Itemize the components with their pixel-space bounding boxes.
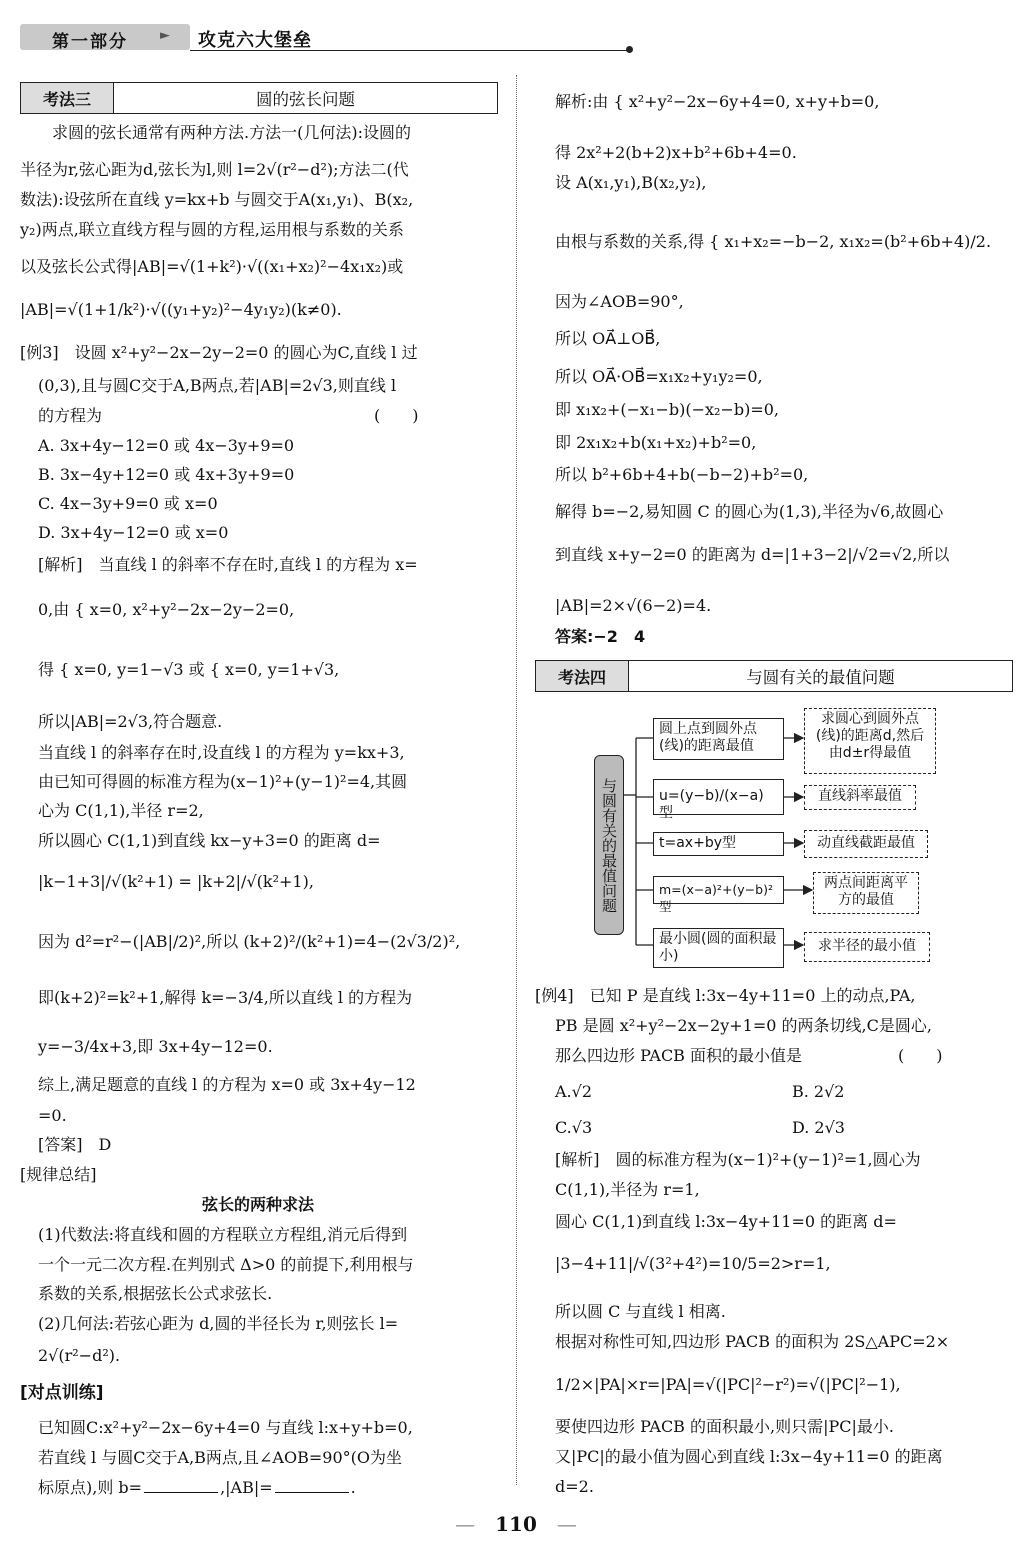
example3-stem: [例3] 设圆 x²+y²−2x−2y−2=0 的圆心为C,直线 l 过 [20, 343, 418, 362]
right-line: 得 2x²+2(b+2)x+b²+6b+4=0. [555, 143, 797, 162]
option-c: C. 4x−3y+9=0 或 x=0 [38, 494, 218, 513]
practice-line [38, 1478, 356, 1498]
analysis4-line: 所以圆 C 与直线 l 相离. [555, 1302, 726, 1321]
header-part-label: 第一部分 [52, 32, 128, 52]
diagram-result: 求半径的最小值 [804, 932, 930, 962]
summary-title: 弦长的两种求法 [201, 1195, 314, 1214]
analysis4-line: 又|PC|的最小值为圆心到直线 l:3x−4y+11=0 的距离 [555, 1447, 943, 1466]
analysis-line: 综上,满足题意的直线 l 的方程为 x=0 或 3x+4y−12 [38, 1075, 416, 1094]
summary-label: [规律总结] [20, 1165, 97, 1184]
column-divider [516, 75, 517, 1485]
option-d: D. 3x+4y−12=0 或 x=0 [38, 523, 229, 542]
example4-line: PB 是圆 x²+y²−2x−2y+1=0 的两条切线,C是圆心, [555, 1016, 932, 1035]
right-line: 解得 b=−2,易知圆 C 的圆心为(1,3),半径为√6,故圆心 [555, 502, 944, 521]
summary-line: 2√(r²−d²). [38, 1346, 121, 1365]
right-line: 所以 OA⃗·OB⃗=x₁x₂+y₁y₂=0, [555, 367, 763, 386]
analysis4-line: |3−4+11|/√(3²+4²)=10/5=2>r=1, [555, 1254, 831, 1273]
diagram-root: 与圆有关的最值问题 [594, 755, 624, 935]
analysis-line: =0. [38, 1106, 67, 1125]
analysis4-line: 要使四边形 PACB 的面积最小,则只需|PC|最小. [555, 1417, 894, 1436]
analysis-line: 所以圆心 C(1,1)到直线 kx−y+3=0 的距离 d= [38, 831, 381, 850]
diagram-box: 圆上点到圆外点(线)的距离最值 [653, 718, 784, 760]
section3-header [20, 82, 498, 114]
right-line: 即 x₁x₂+(−x₁−b)(−x₂−b)=0, [555, 400, 779, 419]
left-line: (0,3),且与圆C交于A,B两点,若|AB|=2√3,则直线 l [38, 376, 397, 395]
right-line: 即 2x₁x₂+b(x₁+x₂)+b²=0, [555, 433, 757, 452]
analysis4-line: d=2. [555, 1477, 594, 1496]
analysis4-line: C(1,1),半径为 r=1, [555, 1180, 700, 1199]
right-line: 由根与系数的关系,得 { x₁+x₂=−b−2, x₁x₂=(b²+6b+4)/2. [555, 232, 992, 251]
page-number-value: 110 [495, 1512, 537, 1536]
header-dot [626, 46, 633, 53]
practice-text: . [350, 1478, 356, 1497]
option4-a: A.√2 [555, 1082, 593, 1101]
section4-title: 与圆有关的最值问题 [746, 668, 895, 687]
header-rule [190, 50, 630, 51]
left-line: 的方程为 ( ) [38, 406, 419, 425]
left-line: 数法):设弦所在直线 y=kx+b 与圆交于A(x₁,y₁)、B(x₂, [20, 190, 414, 209]
option4-b: B. 2√2 [792, 1082, 845, 1101]
option4-c: C.√3 [555, 1118, 593, 1137]
right-line: 所以 OA⃗⊥OB⃗, [555, 329, 661, 348]
practice-text: 标原点),则 b= [38, 1478, 143, 1497]
diagram-result: 动直线截距最值 [804, 830, 928, 858]
option-b: B. 3x−4y+12=0 或 4x+3y+9=0 [38, 465, 295, 484]
section4-tag: 考法四 [536, 661, 629, 691]
analysis-line: 0,由 { x=0, x²+y²−2x−2y−2=0, [38, 600, 295, 619]
left-line: |AB|=√(1+1/k²)·√((y₁+y₂)²−4y₁y₂)(k≠0). [20, 300, 342, 319]
practice-label: [对点训练] [20, 1383, 104, 1403]
analysis-line: 因为 d²=r²−(|AB|/2)²,所以 (k+2)²/(k²+1)=4−(2√3/2)², [38, 932, 461, 951]
diagram-result: 求圆心到圆外点(线)的距离d,然后由d±r得最值 [804, 708, 936, 774]
diagram-box: 最小圆(圆的面积最小) [653, 928, 784, 968]
summary-line: (1)代数法:将直线和圆的方程联立方程组,消元后得到 [38, 1225, 408, 1244]
analysis-line: 心为 C(1,1),半径 r=2, [38, 801, 204, 820]
section3-title: 圆的弦长问题 [256, 90, 355, 109]
answer-blank [144, 1478, 218, 1493]
option-a: A. 3x+4y−12=0 或 4x−3y+9=0 [38, 436, 295, 455]
example4-line: [例4] 已知 P 是直线 l:3x−4y+11=0 上的动点,PA, [535, 986, 916, 1005]
diagram-box: m=(x−a)²+(y−b)²型 [653, 876, 784, 904]
right-line: 解析:由 { x²+y²−2x−6y+4=0, x+y+b=0, [555, 92, 880, 111]
right-answer: 答案:−2 4 [555, 627, 646, 646]
section4-header [535, 660, 1013, 692]
diagram-box: u=(y−b)/(x−a) 型 [653, 779, 784, 815]
analysis-line: 由已知可得圆的标准方程为(x−1)²+(y−1)²=4,其圆 [38, 772, 408, 791]
answer-line: [答案] D [38, 1135, 112, 1154]
practice-line: 若直线 l 与圆C交于A,B两点,且∠AOB=90°(O为坐 [38, 1448, 402, 1467]
practice-line: 已知圆C:x²+y²−2x−6y+4=0 与直线 l:x+y+b=0, [38, 1418, 413, 1437]
right-line: 所以 b²+6b+4+b(−b−2)+b²=0, [555, 465, 809, 484]
analysis4-line: 1/2×|PA|×r=|PA|=√(|PC|²−r²)=√(|PC|²−1), [555, 1375, 901, 1394]
answer-blank [275, 1478, 349, 1493]
header-title: 攻克六大堡垒 [198, 30, 312, 51]
summary-line: 系数的关系,根据弦长公式求弦长. [38, 1284, 273, 1303]
practice-text: ,|AB|= [220, 1478, 273, 1497]
analysis-line: 当直线 l 的斜率存在时,设直线 l 的方程为 y=kx+3, [38, 743, 405, 762]
left-line: 以及弦长公式得|AB|=√(1+k²)·√((x₁+x₂)²−4x₁x₂)或 [20, 257, 404, 276]
header-arrow-icon: ► [160, 28, 170, 43]
right-line: 设 A(x₁,y₁),B(x₂,y₂), [555, 173, 707, 192]
diagram-box: t=ax+by型 [653, 832, 784, 856]
page-number: — 110 — [455, 1512, 577, 1536]
diagram-result: 直线斜率最值 [804, 785, 916, 810]
left-line: y₂)两点,联立直线方程与圆的方程,运用根与系数的关系 [20, 220, 404, 239]
right-line: |AB|=2×√(6−2)=4. [555, 596, 712, 615]
option4-d: D. 2√3 [792, 1118, 845, 1137]
left-line: 半径为r,弦心距为d,弦长为l,则 l=2√(r²−d²);方法二(代 [20, 160, 409, 179]
analysis-line: |k−1+3|/√(k²+1) = |k+2|/√(k²+1), [38, 872, 314, 891]
summary-line: (2)几何法:若弦心距为 d,圆的半径长为 r,则弦长 l= [38, 1314, 399, 1333]
analysis-line: [解析] 当直线 l 的斜率不存在时,直线 l 的方程为 x= [38, 555, 418, 574]
analysis-line: 得 { x=0, y=1−√3 或 { x=0, y=1+√3, [38, 660, 340, 679]
section3-tag: 考法三 [21, 83, 114, 113]
left-line: 求圆的弦长通常有两种方法.方法一(几何法):设圆的 [20, 123, 411, 142]
analysis-line: 即(k+2)²=k²+1,解得 k=−3/4,所以直线 l 的方程为 [38, 988, 413, 1007]
diagram-result: 两点间距离平方的最值 [813, 872, 919, 914]
right-line: 到直线 x+y−2=0 的距离为 d=|1+3−2|/√2=√2,所以 [555, 545, 950, 564]
example4-line: 那么四边形 PACB 面积的最小值是 ( ) [555, 1046, 943, 1065]
analysis-line: y=−3/4x+3,即 3x+4y−12=0. [38, 1037, 273, 1056]
analysis4-line: 圆心 C(1,1)到直线 l:3x−4y+11=0 的距离 d= [555, 1212, 897, 1231]
summary-line: 一个一元二次方程.在判别式 Δ>0 的前提下,利用根与 [38, 1255, 414, 1274]
analysis-line: 所以|AB|=2√3,符合题意. [38, 712, 223, 731]
right-line: 因为∠AOB=90°, [555, 292, 684, 311]
analysis4-line: 根据对称性可知,四边形 PACB 的面积为 2S△APC=2× [555, 1332, 950, 1351]
analysis4-line: [解析] 圆的标准方程为(x−1)²+(y−1)²=1,圆心为 [555, 1150, 921, 1169]
